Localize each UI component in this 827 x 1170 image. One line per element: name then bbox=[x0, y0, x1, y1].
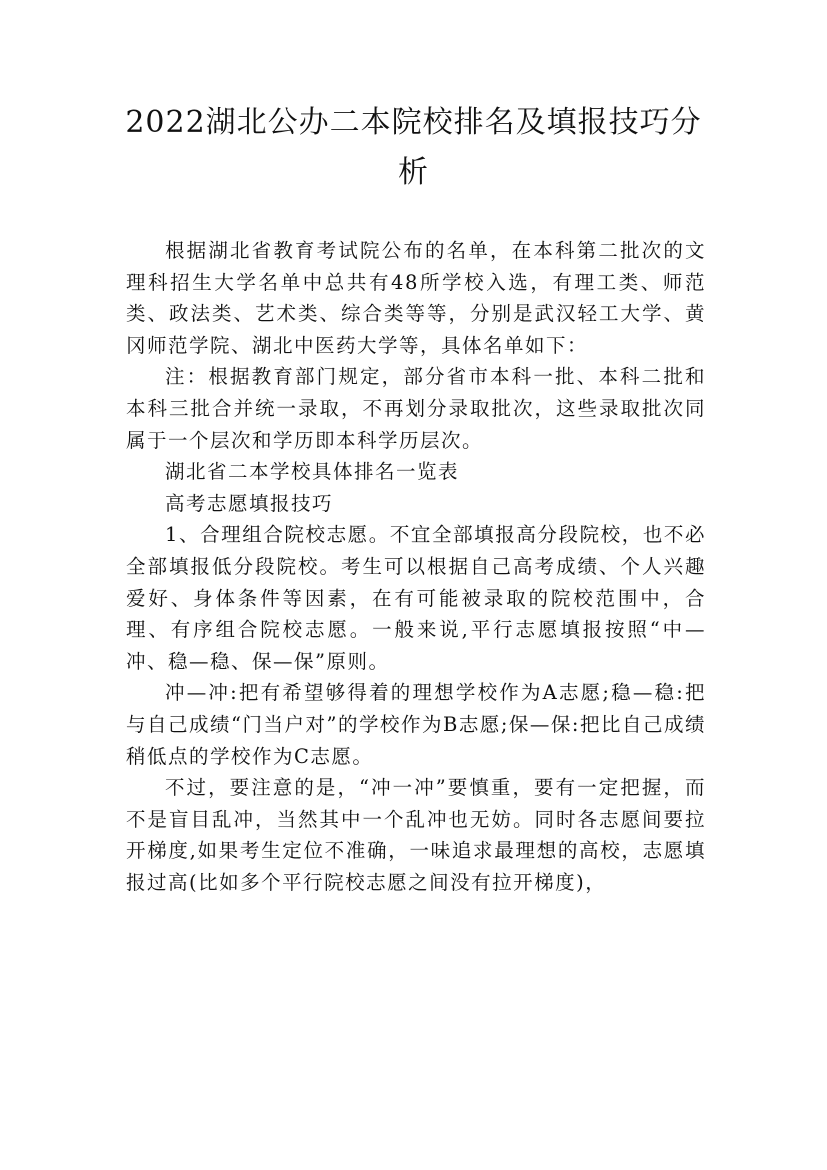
paragraph-strategy: 冲—冲:把有希望够得着的理想学校作为A志愿;稳—稳:把与自己成绩“门当户对”的学校作为B志愿;保—保:把比自己成绩稍低点的学校作为C志愿。 bbox=[126, 681, 706, 768]
document-title: 2022湖北公办二本院校排名及填报技巧分析 bbox=[125, 105, 702, 190]
paragraph-ranking-heading: 湖北省二本学校具体排名一览表 bbox=[165, 460, 460, 484]
document-body bbox=[126, 235, 706, 898]
paragraph-tip-1: 1、合理组合院校志愿。不宜全部填报高分段院校，也不必全部填报低分段院校。考生可以根据自己高考成绩、个人兴趣爱好、身体条件等因素，在有可能被录取的院校范围中，合理、有序组合院校志愿。一般来说,平行志愿填报按照“中—冲、稳—稳、保—保”原则。 bbox=[126, 523, 706, 673]
paragraph-caution: 不过，要注意的是，“冲一冲”要慎重，要有一定把握，而不是盲目乱冲，当然其中一个乱冲也无妨。同时各志愿间要拉开梯度,如果考生定位不准确，一味追求最理想的高校，志愿填报过高(比如多个平行院校志愿之间没有拉开梯度)， bbox=[126, 776, 706, 894]
paragraph-note: 注：根据教育部门规定，部分省市本科一批、本科二批和本科三批合并统一录取，不再划分录取批次，这些录取批次同属于一个层次和学历即本科学历层次。 bbox=[126, 365, 706, 452]
paragraph-tips-heading: 高考志愿填报技巧 bbox=[165, 491, 334, 515]
paragraph-intro: 根据湖北省教育考试院公布的名单，在本科第二批次的文理科招生大学名单中总共有48所学校入选，有理工类、师范类、政法类、艺术类、综合类等等，分别是武汉轻工大学、黄冈师范学院、湖北中医药大学等，具体名单如下： bbox=[126, 239, 706, 357]
